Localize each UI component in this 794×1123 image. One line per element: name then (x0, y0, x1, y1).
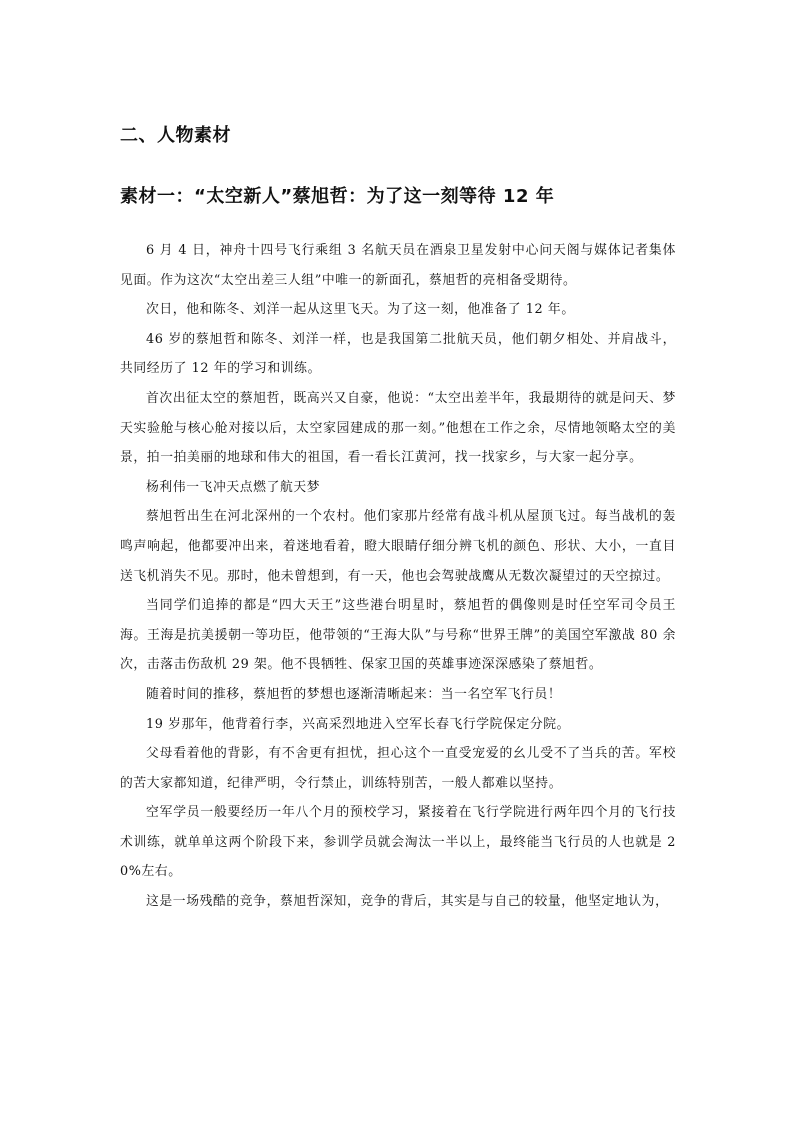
paragraph-launch: 次日，他和陈冬、刘洋一起从这里飞天。为了这一刻，他准备了 12 年。 (146, 302, 575, 318)
section-heading: 二、人物素材 (120, 125, 231, 146)
paragraph-subheading: 杨利伟一飞冲天点燃了航天梦 (146, 479, 321, 495)
article-title: 素材一：“太空新人”蔡旭哲：为了这一刻等待 12 年 (120, 186, 555, 207)
paragraph-parents: 父母看着他的背影，有不舍更有担忧，担心这个一直受宠爱的幺儿受不了当兵的苦。军校的苦大家都知道，纪律严明，令行禁止，训练特别苦，一般人都难以坚持。 (120, 746, 676, 791)
paragraph-intro: 6 月 4 日，神舟十四号飞行乘组 3 名航天员在酒泉卫星发射中心问天阁与媒体记者集体见面。作为这次“太空出差三人组”中唯一的新面孔，蔡旭哲的亮相备受期待。 (120, 243, 676, 288)
paragraph-crew: 46 岁的蔡旭哲和陈冬、刘洋一样，也是我国第二批航天员，他们朝夕相处、并肩战斗，共同经历了 12 年的学习和训练。 (120, 331, 676, 377)
paragraph-idol: 当同学们追捧的都是“四大天王”这些港台明星时，蔡旭哲的偶像则是时任空军司令员王海。王海是抗美援朝一等功臣，他带领的“王海大队”与号称“世界王牌”的美国空军激战 80 余次，击落击伤敌机 29 架。他不畏牺牲、保家卫国的英雄事迹深深感染了蔡旭哲。 (120, 598, 676, 673)
paragraph-childhood: 蔡旭哲出生在河北深州的一个农村。他们家那片经常有战斗机从屋顶飞过。每当战机的轰鸣声响起，他都要冲出来，着迷地看着，瞪大眼睛仔细分辨飞机的颜色、形状、大小，一直目送飞机消失不见。那时，他未曾想到，有一天，他也会驾驶战鹰从无数次凝望过的天空掠过。 (120, 509, 676, 584)
paragraph-training: 空军学员一般要经历一年八个月的预校学习，紧接着在飞行学院进行两年四个月的飞行技术训练，就单单这两个阶段下来，参训学员就会淘汰一半以上，最终能当飞行员的人也就是 20%左右。 (120, 805, 676, 880)
article-body (120, 236, 676, 917)
paragraph-competition: 这是一场残酷的竞争，蔡旭哲深知，竞争的背后，其实是与自己的较量，他坚定地认为， (146, 894, 669, 910)
paragraph-quote: 首次出征太空的蔡旭哲，既高兴又自豪，他说：“太空出差半年，我最期待的就是问天、梦天实验舱与核心舱对接以后，太空家园建成的那一刻。”他想在工作之余，尽情地领略太空的美景，拍一拍美丽的地球和伟大的祖国，看一看长江黄河，找一找家乡，与大家一起分享。 (120, 390, 676, 466)
paragraph-academy: 19 岁那年，他背着行李，兴高采烈地进入空军长春飞行学院保定分院。 (146, 716, 571, 732)
paragraph-dream: 随着时间的推移，蔡旭哲的梦想也逐渐清晰起来：当一名空军飞行员！ (146, 686, 562, 702)
